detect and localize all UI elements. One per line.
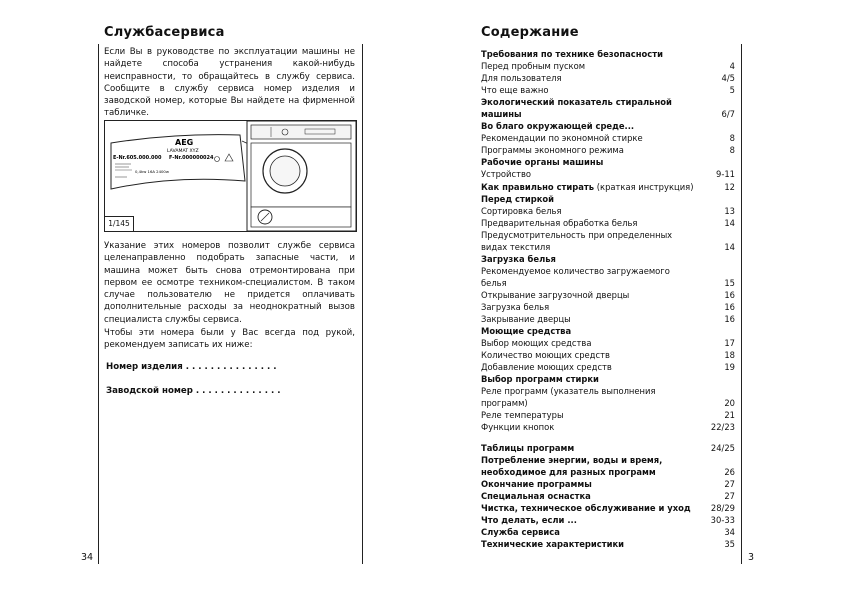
- right-page-number: 3: [748, 552, 755, 563]
- toc-entry[interactable]: Во благо окружающей среде...: [481, 121, 635, 132]
- toc-entry[interactable]: Программы экономного режима 8: [481, 145, 735, 156]
- toc-entry[interactable]: Открывание загрузочной дверцы 16: [481, 289, 735, 300]
- toc-entry[interactable]: Закрывание дверцы 16: [481, 314, 735, 325]
- rating-plate-illustration: [105, 121, 356, 231]
- toc-entry[interactable]: Добавление моющих средств 19: [481, 362, 735, 373]
- figure-code: 1/145: [105, 216, 134, 231]
- left-page-title: Службасервиса: [104, 25, 225, 40]
- toc-entry[interactable]: Выбор моющих средства 17: [481, 338, 735, 349]
- toc-entry[interactable]: Окончание программы 27: [481, 478, 735, 489]
- intro-paragraph: Если Вы в руководстве по эксплуатации машины не найдете способа устранения какой-нибудь неисправности, то обращайтесь в службу сервиса. Сообщите в службу сервиса номер изделия и заводской номер, которые Вы найдете на фирменной табличке.: [104, 47, 355, 119]
- toc-spacer: [481, 434, 735, 442]
- product-number-field: Номер изделия . . . . . . . . . . . . . . .: [106, 362, 277, 372]
- toc-entry[interactable]: Специальная оснастка 27: [481, 490, 735, 501]
- toc-entry[interactable]: Экологический показатель стиральной: [481, 97, 672, 108]
- left-margin-rule: [98, 44, 99, 564]
- toc-entry[interactable]: Загрузка белья 16: [481, 301, 735, 312]
- serial-number-field: Заводской номер . . . . . . . . . . . . . .: [106, 386, 281, 396]
- toc-entry[interactable]: Рекомендации по экономной стирке 8: [481, 133, 735, 144]
- toc-entry[interactable]: Реле температуры 21: [481, 410, 735, 421]
- toc-entry[interactable]: Для пользователя 4/5: [481, 73, 735, 84]
- product-number: E-Nr.605.000.000: [113, 155, 162, 161]
- explanation-paragraph: Указание этих номеров позволит службе сервиса целенаправленно подобрать запасные части, и машина может быть снова отремонтирована при первом ее осмотре техником-специалистом. В таком случае пользователю не придется оплачивать дополнительные расходы за неоднократный вызов специалиста службы сервиса.: [104, 241, 355, 325]
- toc-entry[interactable]: Что делать, если ... 30-33: [481, 514, 735, 525]
- toc-entry[interactable]: Чистка, техническое обслуживание и уход 28/29: [481, 502, 735, 513]
- toc-entry[interactable]: Что еще важно 5: [481, 85, 735, 96]
- toc-entry[interactable]: Функции кнопок 22/23: [481, 422, 735, 433]
- toc-entry[interactable]: Потребление энергии, воды и время,: [481, 454, 663, 465]
- toc-entry[interactable]: Требования по технике безопасности: [481, 49, 663, 59]
- brand-logo: AEG: [175, 138, 194, 147]
- table-of-contents: [481, 48, 735, 550]
- toc-entry[interactable]: Количество моющих средств 18: [481, 350, 735, 361]
- recommendation-paragraph: Чтобы эти номера были у Вас всегда под рукой, рекомендуем записать их ниже:: [104, 328, 355, 351]
- toc-entry[interactable]: Технические характеристики 35: [481, 538, 735, 549]
- toc-entry[interactable]: Реле программ (указатель выполнения: [481, 386, 656, 397]
- toc-entry[interactable]: белья 15: [481, 277, 735, 288]
- spec-line: 0,4kw 16A 2400w: [135, 169, 169, 174]
- left-page-number: 34: [81, 552, 94, 563]
- right-margin-rule: [741, 44, 742, 564]
- toc-entry[interactable]: Предусмотрительность при определенных: [481, 229, 673, 240]
- rating-plate-figure: [104, 120, 357, 232]
- toc-entry[interactable]: Загрузка белья: [481, 253, 556, 264]
- toc-entry[interactable]: Моющие средства: [481, 326, 572, 337]
- toc-entry[interactable]: Предварительная обработка белья 14: [481, 217, 735, 228]
- toc-entry[interactable]: Рабочие органы машины: [481, 157, 604, 168]
- toc-entry[interactable]: Рекомендуемое количество загружаемого: [481, 265, 670, 276]
- toc-entry[interactable]: Выбор программ стирки: [481, 374, 599, 385]
- toc-entry[interactable]: Как правильно стирать (краткая инструкция) 12: [481, 181, 735, 192]
- toc-entry[interactable]: Перед пробным пуском 4: [481, 61, 735, 72]
- toc-entry[interactable]: Перед стиркой: [481, 193, 555, 204]
- model-label: LAVAMAT XYZ: [167, 149, 199, 154]
- toc-entry[interactable]: Таблицы программ 24/25: [481, 442, 735, 453]
- left-page-divider: [362, 44, 363, 564]
- toc-entry[interactable]: Устройство 9-11: [481, 169, 735, 180]
- toc-entry[interactable]: видах текстиля 14: [481, 241, 735, 252]
- toc-entry[interactable]: Служба сервиса 34: [481, 526, 735, 537]
- right-page-title: Содержание: [481, 25, 579, 40]
- toc-entry[interactable]: Сортировка белья 13: [481, 205, 735, 216]
- toc-entry[interactable]: машины 6/7: [481, 109, 735, 120]
- toc-entry[interactable]: необходимое для разных программ 26: [481, 466, 735, 477]
- toc-entry[interactable]: программ) 20: [481, 398, 735, 409]
- serial-number: F-Nr.000000024: [169, 155, 214, 161]
